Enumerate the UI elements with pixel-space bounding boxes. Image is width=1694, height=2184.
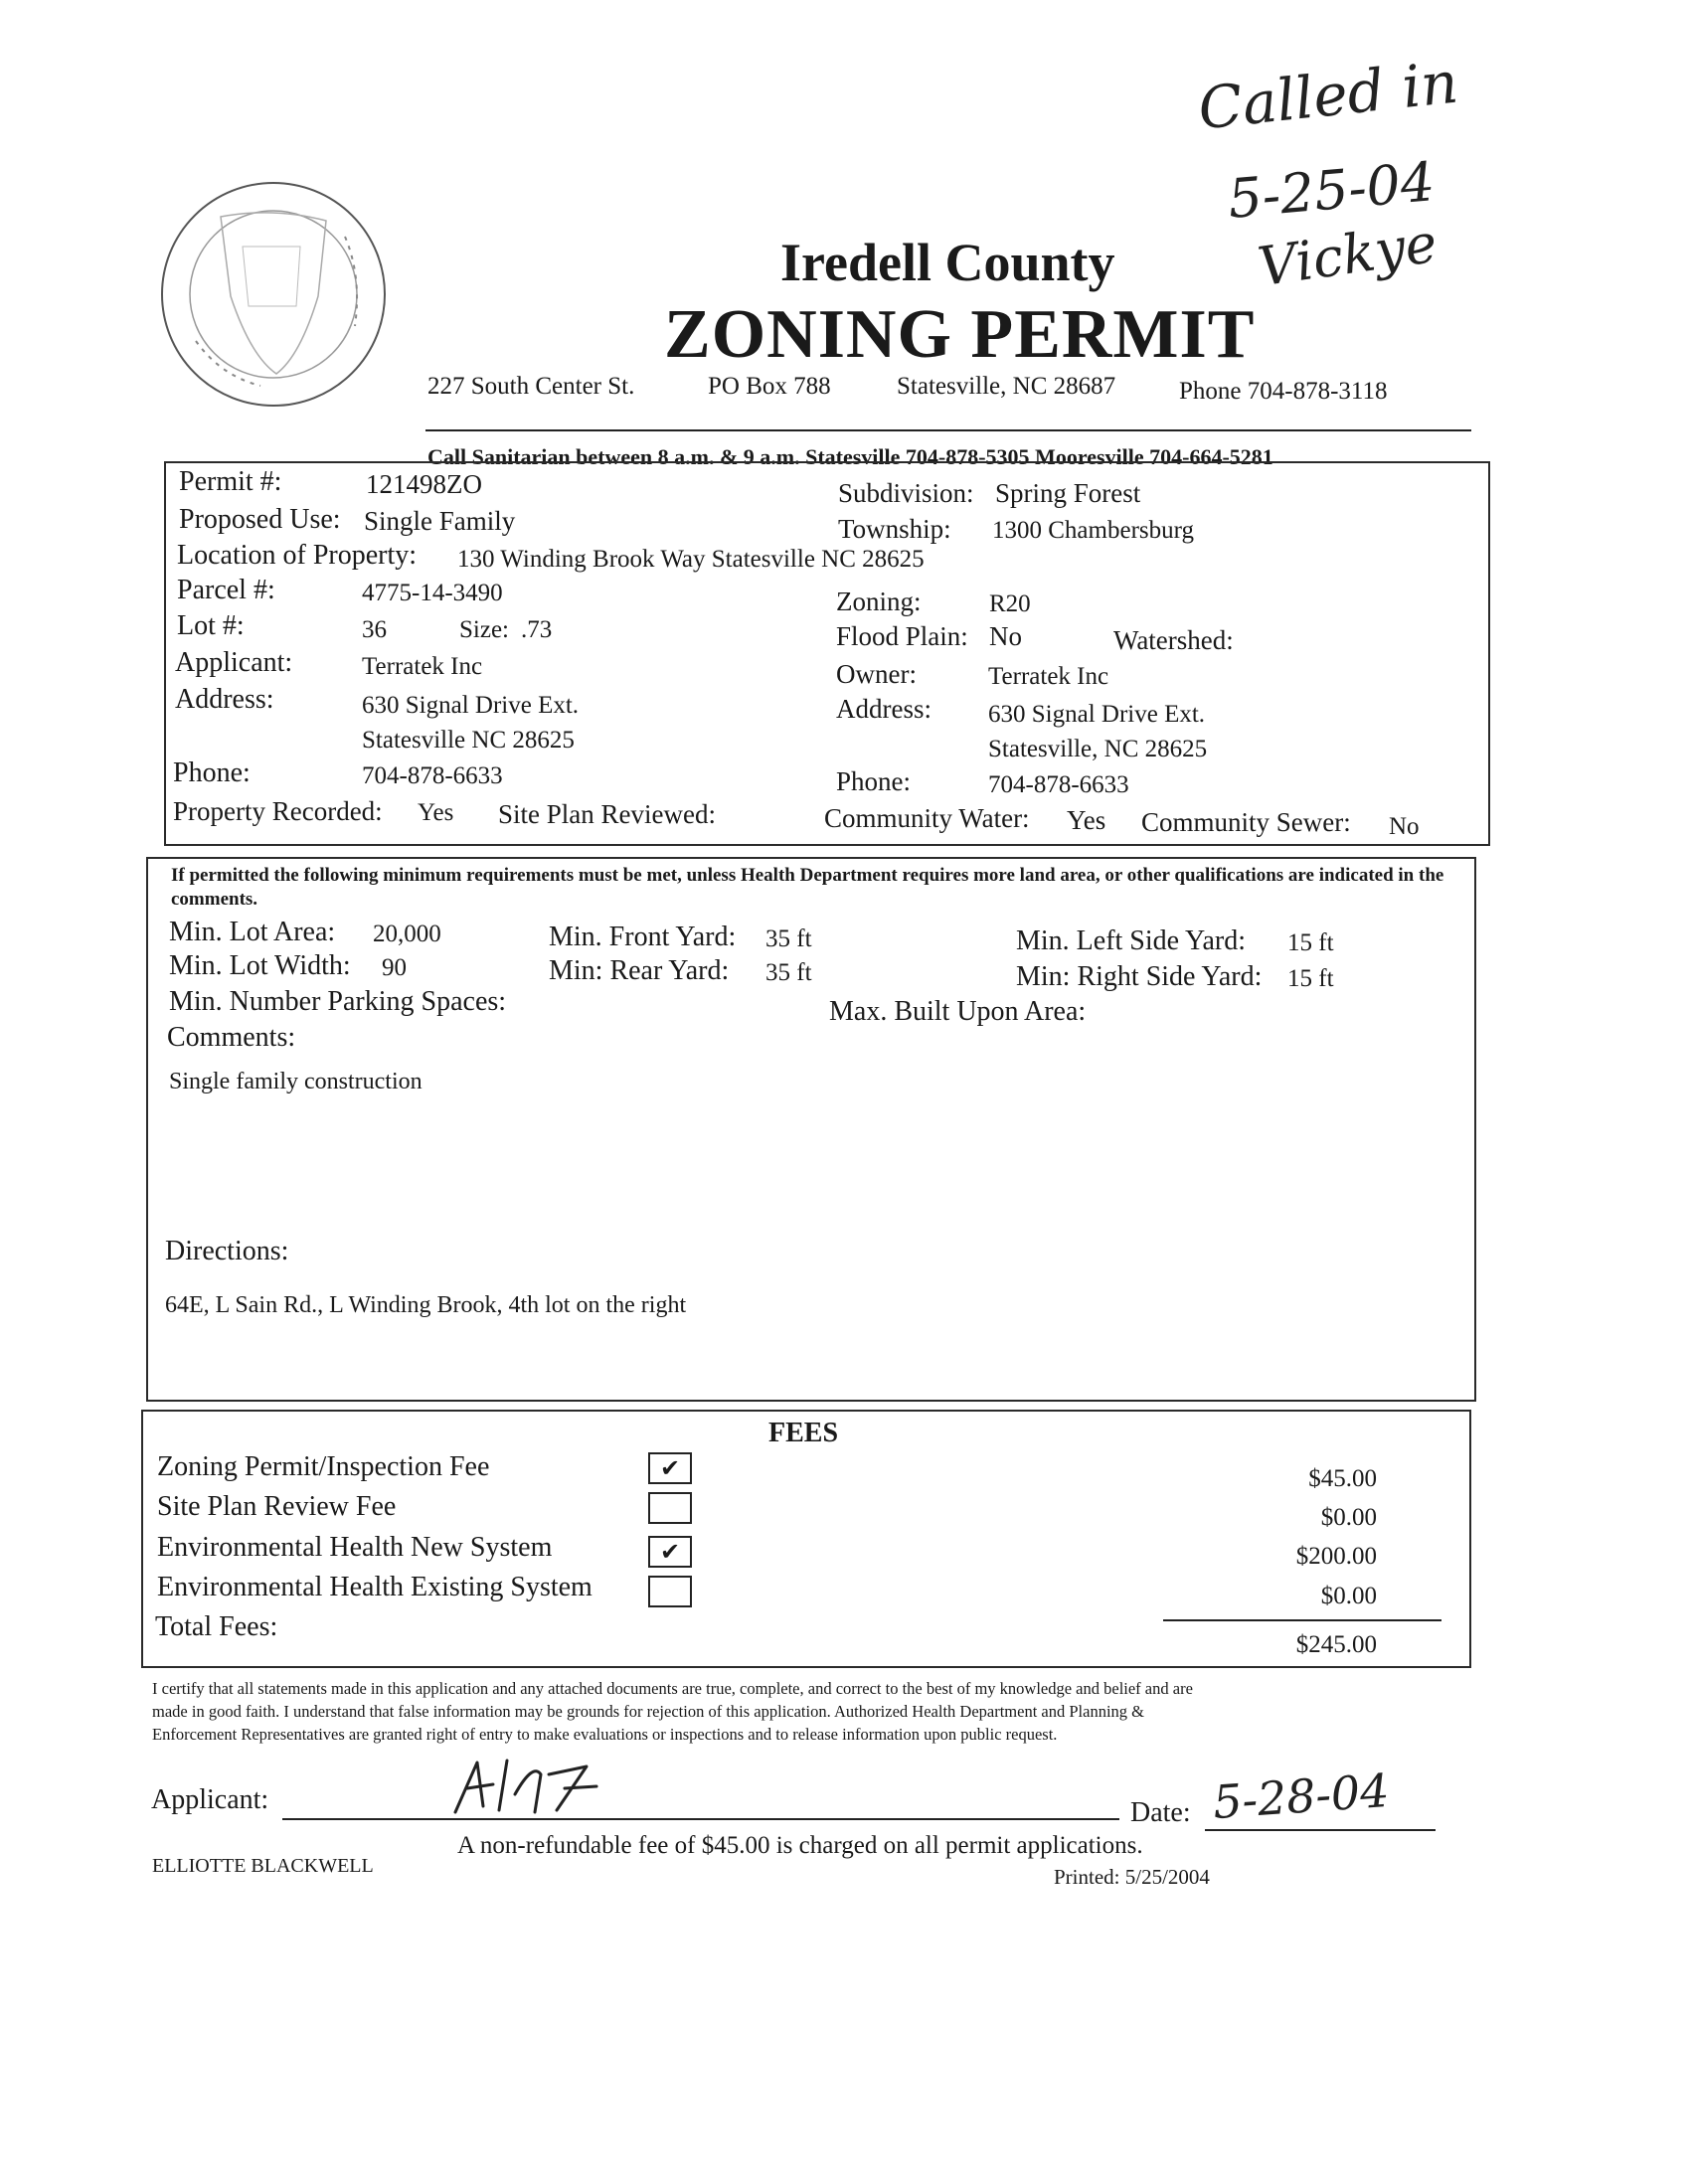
applicant-address-line2: Statesville NC 28625: [362, 727, 575, 754]
min-left-side-value: 15 ft: [1287, 929, 1334, 956]
applicant-signature-icon: [437, 1755, 666, 1824]
requirements-intro: If permitted the following minimum requirements must be met, unless Health Department requires more land area, or other qualifications are indicated in the comments.: [171, 865, 1444, 910]
site-plan-reviewed-label: Site Plan Reviewed:: [498, 799, 716, 829]
permit-number-label: Permit #:: [179, 466, 282, 497]
lot-value: 36: [362, 616, 387, 643]
handwritten-note-initials: Vickye: [1254, 211, 1441, 299]
fee-item-amount: $45.00: [1308, 1465, 1377, 1492]
community-water-label: Community Water:: [824, 803, 1030, 833]
min-lot-area-label: Min. Lot Area:: [169, 917, 336, 947]
min-rear-yard-value: 35 ft: [765, 959, 812, 986]
zoning-value: R20: [989, 590, 1031, 617]
fees-total-rule: [1163, 1619, 1441, 1621]
flood-plain-value: No: [989, 621, 1022, 651]
fee-item-amount: $200.00: [1295, 1543, 1377, 1570]
comments-value: Single family construction: [169, 1069, 423, 1094]
size-label: Size:: [459, 616, 509, 643]
fee-item-label: Environmental Health New System: [157, 1532, 553, 1563]
comments-label: Comments:: [167, 1022, 296, 1053]
handwritten-note-date: 5-25-04: [1225, 150, 1438, 231]
directions-value: 64E, L Sain Rd., L Winding Brook, 4th lot on the right: [165, 1292, 687, 1318]
handwritten-note-called-in: Called in: [1195, 48, 1461, 143]
fee-checkbox-checked[interactable]: ✔: [648, 1536, 692, 1568]
township-label: Township:: [838, 514, 951, 544]
owner-address-label: Address:: [836, 694, 932, 724]
permit-number-value: 121498ZO: [366, 469, 482, 499]
owner-address-line2: Statesville, NC 28625: [988, 736, 1208, 762]
parcel-value: 4775-14-3490: [362, 580, 503, 606]
certification-line-3: Enforcement Representatives are granted right of entry to make evaluations or inspections and to release information upon public request.: [152, 1725, 1058, 1744]
community-sewer-label: Community Sewer:: [1141, 807, 1351, 837]
location-label: Location of Property:: [177, 540, 418, 571]
header-divider: [425, 429, 1471, 431]
owner-phone-label: Phone:: [836, 766, 912, 796]
applicant-label: Applicant:: [175, 647, 293, 678]
min-lot-width-value: 90: [382, 954, 407, 981]
fees-title: FEES: [768, 1418, 839, 1448]
fee-item-label: Zoning Permit/Inspection Fee: [157, 1451, 490, 1482]
header-street: 227 South Center St.: [427, 373, 635, 400]
applicant-address-label: Address:: [175, 684, 274, 715]
applicant-value: Terratek Inc: [362, 653, 483, 680]
signature-date-handwritten: 5-28-04: [1211, 1763, 1392, 1830]
owner-value: Terratek Inc: [988, 663, 1109, 690]
sanitarian-call-line: Call Sanitarian between 8 a.m. & 9 a.m. Statesville 704-878-5305 Mooresville 704-664-5281: [427, 444, 1273, 469]
min-lot-area-value: 20,000: [373, 921, 441, 947]
nonrefundable-notice: A non-refundable fee of $45.00 is charged on all permit applications.: [457, 1832, 1143, 1859]
certification-line-1: I certify that all statements made in this application and any attached documents are true, complete, and correct to the best of my knowledge and belief and are: [152, 1679, 1193, 1698]
min-lot-width-label: Min. Lot Width:: [169, 950, 351, 981]
max-built-upon-label: Max. Built Upon Area:: [829, 996, 1087, 1027]
signature-applicant-label: Applicant:: [151, 1784, 269, 1815]
applicant-phone-label: Phone:: [173, 757, 251, 788]
header-city: Statesville, NC 28687: [897, 373, 1116, 400]
property-recorded-label: Property Recorded:: [173, 796, 383, 826]
header-po-box: PO Box 788: [708, 373, 831, 400]
applicant-phone-value: 704-878-6633: [362, 762, 503, 789]
property-recorded-value: Yes: [418, 799, 454, 826]
signature-date-label: Date:: [1130, 1797, 1191, 1828]
community-sewer-value: No: [1389, 813, 1420, 840]
owner-address-line1: 630 Signal Drive Ext.: [988, 701, 1206, 728]
min-front-yard-label: Min. Front Yard:: [549, 922, 737, 952]
owner-label: Owner:: [836, 659, 917, 689]
certification-line-2: made in good faith. I understand that false information may be grounds for rejection of this application. Authorized Health Department and Planning &: [152, 1702, 1144, 1721]
watershed-label: Watershed:: [1113, 625, 1234, 655]
subdivision-label: Subdivision:: [838, 478, 974, 508]
header-phone: Phone 704-878-3118: [1179, 378, 1388, 405]
fee-item-amount: $0.00: [1320, 1504, 1377, 1531]
min-rear-yard-label: Min: Rear Yard:: [549, 955, 730, 986]
location-value: 130 Winding Brook Way Statesville NC 28625: [457, 546, 925, 573]
fee-checkbox-unchecked[interactable]: [648, 1492, 692, 1524]
min-front-yard-value: 35 ft: [765, 925, 812, 952]
min-left-side-label: Min. Left Side Yard:: [1016, 925, 1246, 956]
lot-label: Lot #:: [177, 610, 245, 641]
county-seal-icon: [151, 177, 396, 412]
min-right-side-label: Min: Right Side Yard:: [1016, 961, 1263, 992]
total-fees-label: Total Fees:: [155, 1611, 278, 1642]
fee-checkbox-unchecked[interactable]: [648, 1576, 692, 1607]
community-water-value: Yes: [1067, 805, 1106, 835]
directions-label: Directions:: [165, 1236, 289, 1266]
total-fees-value: $245.00: [1295, 1631, 1377, 1658]
flood-plain-label: Flood Plain:: [836, 621, 968, 651]
proposed-use-value: Single Family: [364, 506, 516, 536]
size-value: .73: [521, 616, 553, 643]
min-parking-label: Min. Number Parking Spaces:: [169, 986, 507, 1017]
fee-checkbox-checked[interactable]: ✔: [648, 1452, 692, 1484]
zoning-label: Zoning:: [836, 587, 922, 616]
printed-by-name: ELLIOTTE BLACKWELL: [152, 1855, 374, 1877]
fee-item-label: Site Plan Review Fee: [157, 1491, 397, 1522]
date-line: [1205, 1829, 1436, 1831]
subdivision-value: Spring Forest: [995, 478, 1141, 508]
owner-phone-value: 704-878-6633: [988, 771, 1129, 798]
parcel-label: Parcel #:: [177, 575, 275, 605]
min-right-side-value: 15 ft: [1287, 965, 1334, 992]
signature-line: [282, 1818, 1119, 1820]
printed-date: Printed: 5/25/2004: [1054, 1865, 1210, 1889]
fee-item-label: Environmental Health Existing System: [157, 1572, 593, 1602]
proposed-use-label: Proposed Use:: [179, 504, 341, 535]
township-value: 1300 Chambersburg: [992, 517, 1194, 544]
county-name: Iredell County: [780, 233, 1115, 292]
page-title: ZONING PERMIT: [664, 296, 1256, 373]
applicant-address-line1: 630 Signal Drive Ext.: [362, 692, 580, 719]
fee-item-amount: $0.00: [1320, 1583, 1377, 1609]
